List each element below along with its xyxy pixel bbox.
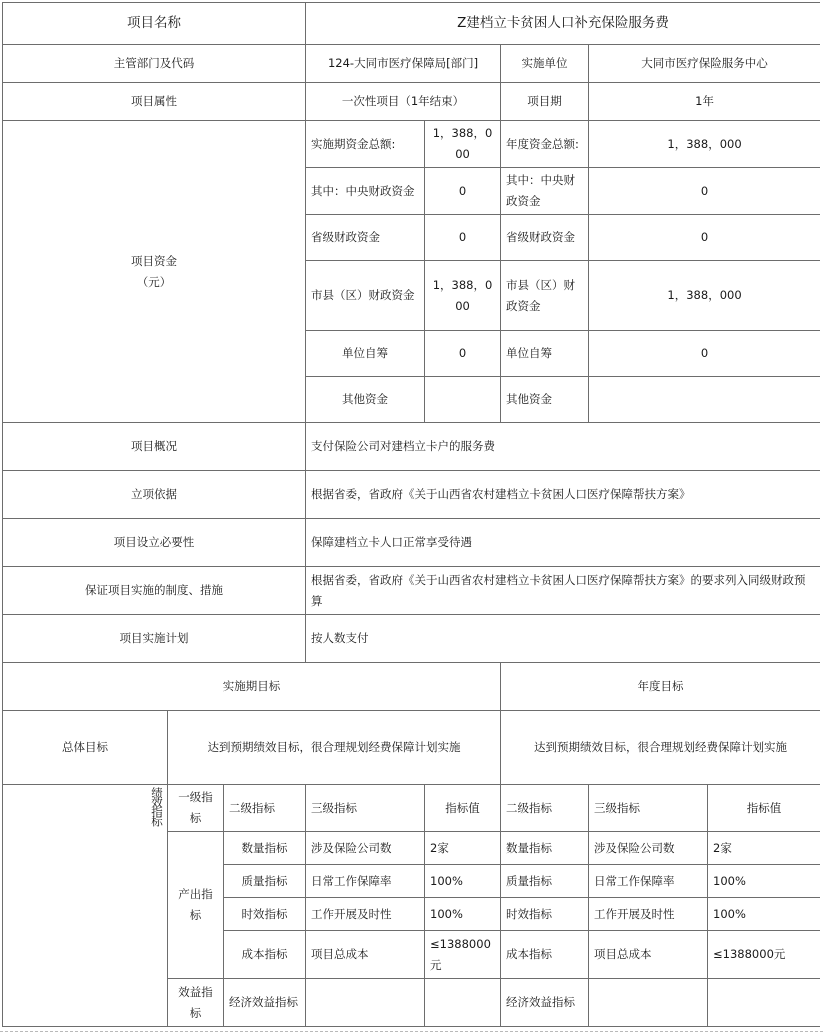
attribute-label: 项目属性: [3, 83, 306, 121]
funds-left-label: 单位自筹: [306, 331, 425, 377]
row-measures: [3, 567, 821, 615]
overall-goal-label: 总体目标: [3, 711, 168, 785]
annual-indicator-level3: 工作开展及时性: [589, 898, 708, 931]
benefit-indicator-label: 效益指标: [168, 979, 224, 1027]
funds-left-value: [425, 377, 501, 423]
plan-label: 项目实施计划: [3, 615, 306, 663]
overview-value: 支付保险公司对建档立卡户的服务费: [306, 423, 820, 471]
period-goal-header: 实施期目标: [3, 663, 501, 711]
annual-goal-header: 年度目标: [501, 663, 820, 711]
period-value: 1年: [589, 83, 820, 121]
level2-header: 二级指标: [224, 785, 306, 832]
value-header: 指标值: [425, 785, 501, 832]
annual-indicator-value: 100%: [708, 865, 820, 898]
indicator-level2: 经济效益指标: [224, 979, 306, 1027]
indicator-level3: 项目总成本: [306, 931, 425, 979]
funds-right-value: 0: [589, 215, 820, 261]
annual-indicator-level3: 涉及保险公司数: [589, 832, 708, 865]
indicator-level3: 工作开展及时性: [306, 898, 425, 931]
indicator-level2: 成本指标: [224, 931, 306, 979]
row-indicator-headers: [3, 785, 821, 832]
measures-label: 保证项目实施的制度、措施: [3, 567, 306, 615]
plan-value: 按人数支付: [306, 615, 820, 663]
row-necessity: [3, 519, 821, 567]
funds-right-value: 0: [589, 331, 820, 377]
output-indicator-label: 产出指标: [168, 832, 224, 979]
funds-left-label: 实施期资金总额:: [306, 121, 425, 168]
project-performance-table: [2, 2, 820, 1027]
measures-value: 根据省委，省政府《关于山西省农村建档立卡贫困人口医疗保障帮扶方案》的要求列入同级财政预算: [306, 567, 820, 615]
basis-label: 立项依据: [3, 471, 306, 519]
funds-left-value: 0: [425, 331, 501, 377]
funds-left-value: 0: [425, 168, 501, 215]
indicator-value: [425, 979, 501, 1027]
funds-right-label: 单位自筹: [501, 331, 589, 377]
funds-label-line2: （元）: [136, 274, 172, 289]
annual-level3-header: 三级指标: [589, 785, 708, 832]
annual-indicator-level2: 质量指标: [501, 865, 589, 898]
annual-indicator-level2: 成本指标: [501, 931, 589, 979]
page-edge-divider: [0, 1031, 823, 1032]
funds-row: [3, 121, 821, 168]
annual-indicator-level2: 数量指标: [501, 832, 589, 865]
annual-indicator-level3: 项目总成本: [589, 931, 708, 979]
indicator-level2: 时效指标: [224, 898, 306, 931]
period-goal-value: 达到预期绩效目标，很合理规划经费保障计划实施: [168, 711, 501, 785]
project-name-value: Z建档立卡贫困人口补充保险服务费: [306, 3, 820, 45]
funds-left-value: 1，388，000: [425, 121, 501, 168]
attribute-value: 一次性项目（1年结束）: [306, 83, 501, 121]
overview-label: 项目概况: [3, 423, 306, 471]
funds-left-label: 省级财政资金: [306, 215, 425, 261]
annual-indicator-level2: 经济效益指标: [501, 979, 589, 1027]
indicators-section-label: 绩效指标: [3, 785, 168, 1027]
funds-right-label: 其他资金: [501, 377, 589, 423]
indicator-level3: [306, 979, 425, 1027]
funds-right-label: 省级财政资金: [501, 215, 589, 261]
level1-header: 一级指标: [168, 785, 224, 832]
funds-left-label: 市县（区）财政资金: [306, 261, 425, 331]
annual-indicator-level2: 时效指标: [501, 898, 589, 931]
row-plan: [3, 615, 821, 663]
funds-right-label: 年度资金总额:: [501, 121, 589, 168]
row-overall-goal: [3, 711, 821, 785]
basis-value: 根据省委，省政府《关于山西省农村建档立卡贫困人口医疗保障帮扶方案》: [306, 471, 820, 519]
annual-value-header: 指标值: [708, 785, 820, 832]
annual-indicator-value: 100%: [708, 898, 820, 931]
annual-indicator-value: [708, 979, 820, 1027]
funds-label-line1: 项目资金: [131, 253, 178, 268]
project-name-label: 项目名称: [3, 3, 306, 45]
funds-right-value: 1，388，000: [589, 121, 820, 168]
indicator-value: 2家: [425, 832, 501, 865]
indicator-level3: 日常工作保障率: [306, 865, 425, 898]
indicator-level3: 涉及保险公司数: [306, 832, 425, 865]
indicator-value: 100%: [425, 898, 501, 931]
indicator-level2: 数量指标: [224, 832, 306, 865]
necessity-value: 保障建档立卡人口正常享受待遇: [306, 519, 820, 567]
funds-left-value: 0: [425, 215, 501, 261]
funds-label: [3, 121, 306, 423]
row-goal-headers: [3, 663, 821, 711]
funds-right-label: 市县（区）财政资金: [501, 261, 589, 331]
indicator-value: 100%: [425, 865, 501, 898]
period-label: 项目期: [501, 83, 589, 121]
indicator-level2: 质量指标: [224, 865, 306, 898]
funds-left-label: 其中：中央财政资金: [306, 168, 425, 215]
document-page: [2, 2, 820, 1032]
annual-indicator-value: ≤1388000元: [708, 931, 820, 979]
department-label: 主管部门及代码: [3, 45, 306, 83]
funds-right-label: 其中：中央财政资金: [501, 168, 589, 215]
impl-unit-label: 实施单位: [501, 45, 589, 83]
row-attribute: [3, 83, 821, 121]
annual-indicator-level3: 日常工作保障率: [589, 865, 708, 898]
annual-level2-header: 二级指标: [501, 785, 589, 832]
funds-right-value: 1，388，000: [589, 261, 820, 331]
funds-left-label: 其他资金: [306, 377, 425, 423]
indicator-value: ≤1388000元: [425, 931, 501, 979]
funds-right-value: 0: [589, 168, 820, 215]
annual-goal-value: 达到预期绩效目标，很合理规划经费保障计划实施: [501, 711, 820, 785]
level3-header: 三级指标: [306, 785, 425, 832]
funds-left-value: 1，388，000: [425, 261, 501, 331]
necessity-label: 项目设立必要性: [3, 519, 306, 567]
annual-indicator-value: 2家: [708, 832, 820, 865]
row-basis: [3, 471, 821, 519]
department-value: 124-大同市医疗保障局[部门]: [306, 45, 501, 83]
funds-right-value: [589, 377, 820, 423]
impl-unit-value: 大同市医疗保险服务中心: [589, 45, 820, 83]
row-overview: [3, 423, 821, 471]
row-department: [3, 45, 821, 83]
row-project-name: [3, 3, 821, 45]
annual-indicator-level3: [589, 979, 708, 1027]
